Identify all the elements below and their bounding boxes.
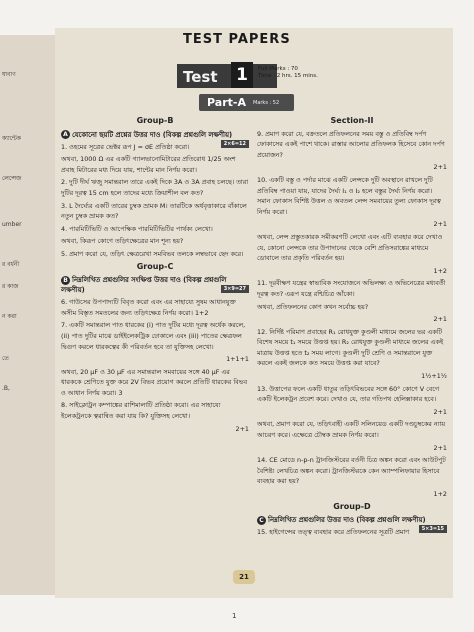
question-9: 9. প্রমাণ করো যে, বক্রতলে প্রতিফলনের সময় বস্তু ও প্রতিবিম্ব দর্পণ ফোকাসের একই পাশে থাকে। রাস্তার আলোর প্রতিফলক হিসেবে কোন দর্পণ প্রয়োজন? bbox=[257, 129, 445, 159]
section-a-text: যেকোনো ছয়টি প্রশ্নের উত্তর দাও (বিকল্প প্রশ্নগুলি লক্ষণীয়) bbox=[72, 130, 233, 139]
question-13-alt-marks: 2+1 bbox=[433, 443, 447, 452]
question-9-marks: 2+1 bbox=[433, 163, 447, 172]
section-b-text: নিম্নলিখিত প্রশ্নগুলির সংক্ষিপ্ত উত্তর দাও (বিকল্প প্রশ্নগুলি লক্ষণীয়) bbox=[61, 276, 227, 295]
edge-text: umber bbox=[2, 221, 22, 228]
question-10-alt: অথবা, লেন্স প্রস্তুতকারক সমীকরণটি লেখো এবং এটি ব্যবহার করে দেখাও যে, কোনো লেন্সকে তার উপাদানের থেকে বেশি প্রতিসরাঙ্কের মাধ্যমে ডোবালে তার প্রকৃতি পরিবর্তন হয়। bbox=[257, 232, 443, 263]
full-marks: Full Marks : 70 bbox=[258, 66, 298, 72]
part-marks: Marks : 52 bbox=[253, 100, 280, 106]
section-badge-b: B bbox=[61, 276, 70, 285]
question-13: 13. উত্তাপের ফলে একটি ধাতুর তড়িৎবিভবের সঙ্গে 60° কোণে V বেগে একটি ইলেকট্রন প্রবেশ করে। দেখাও যে, তার গতিপথ হেলিক্সাকার হবে। bbox=[257, 384, 440, 404]
question-12: 12. নির্দিষ্ট পরিমাণ প্রবাহের R₁ রোধযুক্ত কুণ্ডলী মাধ্যমে জলের ভর একটি বিশেষ সময়ে t₁ সময়ে উত্তপ্ত হয়। R₂ রোধযুক্ত কুণ্ডলী মাধ্যমে জলের একই মাত্রায় উত্তপ্ত হতে t₂ সময় লাগে। কুণ্ডলী দুটি শ্রেণি ও সমান্তরালে যুক্ত করলে একই জলকে কত সময়ে উত্তপ্ত করা যাবে? bbox=[257, 327, 444, 368]
group-c-heading: Group-C bbox=[136, 261, 174, 271]
edge-text: ক্যান্টেক bbox=[2, 135, 22, 142]
edge-text: র বর্ধনী bbox=[2, 261, 20, 268]
test-label: Test bbox=[183, 68, 218, 86]
question-7-alt bbox=[61, 367, 249, 399]
question-14: 14. CE মোডে n-p-n ট্রানজিস্টরের বর্তনী চিত্র অঙ্কন করো এবং আউটপুট বৈশিষ্ট্য লেখচিত্র অঙ্কন করো। ট্রানজিস্টরকে কেন অ্যাম্পলিফায়ার হিসাবে ব্যবহার করা হয়? bbox=[257, 456, 446, 486]
edge-text: তে bbox=[2, 355, 9, 362]
right-column bbox=[257, 114, 447, 540]
question-11-marks: 2+1 bbox=[433, 315, 447, 324]
question-8: 8. সাইক্লোট্রন কম্পাঙ্কের রাশিমালাটি প্রতিষ্ঠা করো। এর সাহায্যে ইলেকট্রনকে ত্বরান্বিত করা যায় কি? যুক্তিসহ লেখো। bbox=[61, 401, 221, 421]
left-column bbox=[61, 114, 249, 436]
question-8-marks: 2+1 bbox=[235, 424, 249, 433]
question-14-marks: 1+2 bbox=[433, 490, 447, 498]
section-c-text: নিম্নলিখিত প্রশ্নগুলির উত্তর দাও (বিকল্প প্রশ্নগুলি লক্ষণীয়) bbox=[268, 516, 426, 525]
question-5: 5. প্রমাণ করো যে, তড়িৎ ক্ষেত্ররেখা সমবিভব তলকে লম্বভাবে ছেদ করে। bbox=[61, 249, 244, 258]
section-c-marks: 5×3=15 bbox=[419, 525, 447, 533]
question-3: 3. L দৈর্ঘ্যের একটি তারের চুম্বক ভ্রামক M। তারটিকে অর্ধবৃত্তাকারে বাঁকালে নতুন চুম্বক ভ্রামক কত? bbox=[61, 201, 247, 221]
section-b-instruction bbox=[61, 275, 249, 295]
edge-text: লেন্সেজ bbox=[2, 175, 22, 182]
test-number: 1 bbox=[231, 62, 253, 88]
edge-text: ন করা bbox=[2, 313, 17, 320]
question-11-alt: অথবা, প্রতিফলনের কোণ কখন সর্বোচ্চ হয়? bbox=[257, 302, 369, 311]
page-number-badge: 21 bbox=[233, 570, 255, 584]
question-6-text: 6. গাউসের উপপাদ্যটি বিবৃত করো এবং এর সাহায্যে সুষম আধানযুক্ত অসীম বিস্তৃত সমতলের জন্য তড়িৎক্ষেত্র নির্ণয় করো। bbox=[61, 298, 236, 317]
question-7: 7. একটি সমান্তরাল পাত ধারকের (i) পাত দুটির মধ্যে দূরত্ব অর্ধেক করলে, (ii) পাত দুটির মাঝে ডাইইলেকট্রিক ঢোকালে এবং (iii) পাতের ক্ষেত্রফল দ্বিগুণ করলে ধারকত্বের কী পরিবর্তন হবে তা যুক্তিসহ লেখো। bbox=[61, 321, 246, 351]
footer-page-number: 1 bbox=[232, 612, 237, 620]
test-papers-banner: TEST PAPERS bbox=[183, 32, 291, 47]
marks-info bbox=[258, 66, 318, 80]
question-4-alt: অথবা, কিরূপ কোণে তড়িৎক্ষেত্রের মান শূন্য হয়? bbox=[61, 237, 184, 246]
group-d-heading: Group-D bbox=[333, 501, 371, 511]
edge-text: ষাবাণ bbox=[2, 71, 16, 78]
question-10: 10. একটি বস্তু ও পর্দার মাঝে একটি লেন্সকে দুটি অবস্থানে রাখলে দুটি প্রতিবিম্ব পাওয়া যায়, যাদের দৈর্ঘ্য I₁ ও I₂ হলে বস্তুর দৈর্ঘ্য নির্ণয় করো। সমান ফোকাস বিশিষ্ট উত্তল ও অবতল লেন্স সমবায়ের তুল্য ফোকাস দূরত্ব নির্ণয় করো। bbox=[257, 175, 441, 216]
question-7-marks: 1+1+1 bbox=[226, 355, 249, 364]
section-b-marks: 3×9=27 bbox=[221, 285, 249, 293]
edge-text: র কাজ bbox=[2, 283, 19, 290]
question-11: 11. দূরবীক্ষণ যন্ত্রের স্বাভাবিক সংযোজনে অভিলক্ষ্য ও অভিনেত্রের মধ্যবর্তী দূরত্ব কত? এরূপ যন্ত্রে রশ্মিচিত্র আঁকো। bbox=[257, 279, 446, 298]
book-page bbox=[55, 28, 453, 598]
group-b-heading: Group-B bbox=[136, 116, 174, 125]
section-a-marks: 2×6=12 bbox=[221, 140, 249, 148]
section-badge-a: A bbox=[61, 130, 70, 139]
time-allowed: Time : 2 hrs. 15 mins. bbox=[258, 73, 318, 79]
question-6-marks: 1+2 bbox=[194, 308, 209, 317]
question-13-alt: অথবা, প্রমাণ করো যে, তড়িৎবাহী একটি সলিনয়েড একটি দণ্ডচুম্বকের ন্যায় আচরণ করে। এক্ষেত্রে চৌম্বক ভ্রামক নির্ণয় করো। bbox=[257, 420, 446, 440]
section-badge-c: C bbox=[257, 516, 266, 525]
question-15: 15. হাইগেন্সের তত্ত্ব ব্যবহার করে প্রতিফলনের সূত্রটি প্রমাণ bbox=[257, 528, 410, 537]
edge-text: .B, bbox=[2, 385, 10, 392]
section-ii-heading: Section-II bbox=[330, 116, 374, 125]
question-10-marks: 2+1 bbox=[433, 220, 447, 229]
question-7-alt-marks: 3 bbox=[118, 388, 123, 397]
part-label: Part-A bbox=[207, 96, 246, 109]
question-13-marks: 2+1 bbox=[433, 407, 447, 416]
left-page-edge bbox=[0, 35, 56, 595]
question-10-alt-marks: 1+2 bbox=[433, 266, 447, 275]
question-4: 4. পারমিটিভিটি ও আপেক্ষিক পারমিটিভিটির পার্থক্য লেখো। bbox=[61, 224, 213, 233]
question-1-alt: অথবা, 1000 Ω এর একটি গ্যালভানোমিটারের প্রতিরোধ 1/25 অংশ প্রবাহ মিটারের মধ্য দিয়ে যায়, শান্টের মান নির্ণয় করো। bbox=[61, 155, 236, 174]
question-7-alt-text: অথবা, 20 μF ও 30 μF এর সমান্তরাল সমবায়ের সঙ্গে 40 μF এর ধারককে শ্রেণিতে যুক্ত করে 2V বিভব প্রয়োগ করলে প্রতিটি ধারকের বিভব ও আধান নির্ণয় করো। bbox=[61, 367, 248, 397]
question-12-marks: 1½+1½ bbox=[421, 372, 447, 381]
question-1: 1. ওহমের সূত্রের ভেক্টর রূপ J = σE প্রতিষ্ঠা করো। bbox=[61, 142, 190, 151]
question-6 bbox=[61, 297, 249, 318]
question-2: 2. দুটি দীর্ঘ ঋজু সমান্তরাল তারে একই দিকে 3A ও 3A প্রবাহ চলছে। তারা দুটির দূরত্ব 15 cm হলে তাদের মধ্যে ক্রিয়াশীল বল কত? bbox=[61, 178, 249, 197]
